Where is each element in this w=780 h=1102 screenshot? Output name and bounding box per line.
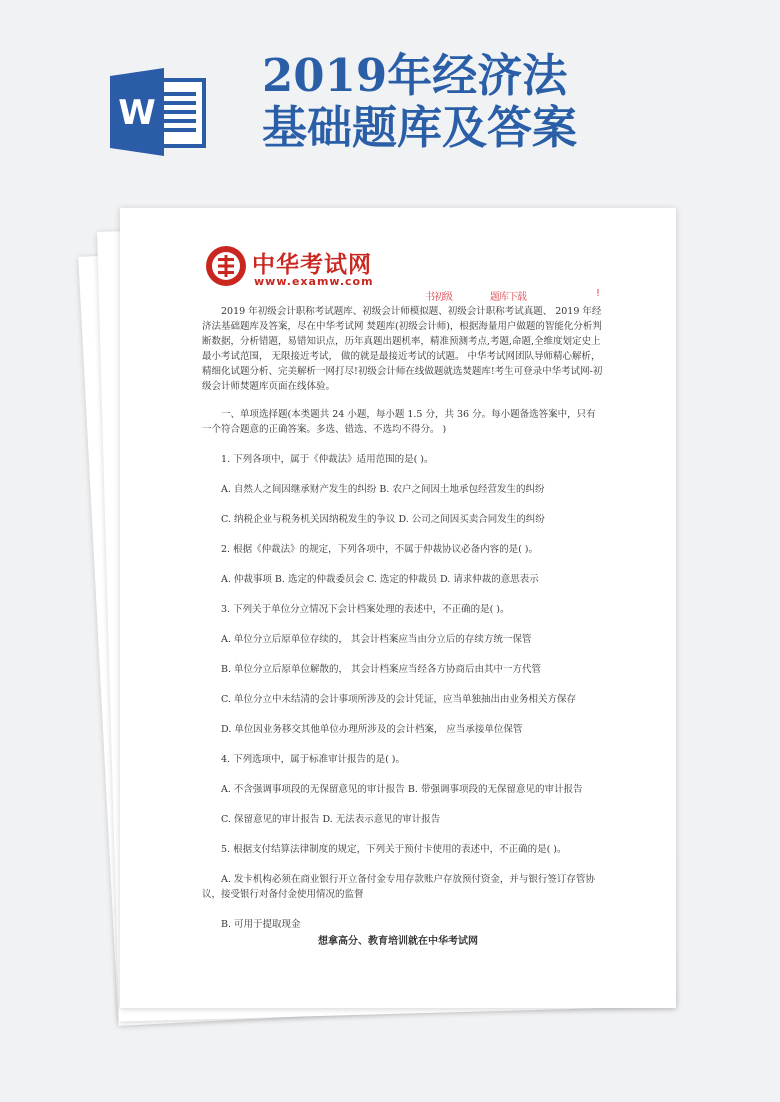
document-body	[202, 304, 604, 932]
question-line: 3. 下列关于单位分立情况下会计档案处理的表述中，不正确的是( )。	[221, 604, 510, 615]
word-letter: W	[118, 93, 156, 133]
question-line: C. 保留意见的审计报告 D. 无法表示意见的审计报告	[221, 814, 441, 825]
examw-logo	[204, 244, 384, 288]
question-line: 2. 根据《仲裁法》的规定，下列各项中，不属于仲裁协议必备内容的是( )。	[221, 544, 539, 555]
logo-emblem-icon	[204, 244, 248, 288]
question-line: B. 可用于提取现金	[221, 919, 301, 930]
word-document-icon	[108, 68, 208, 156]
logo-name: 中华考试网	[252, 252, 372, 278]
question-line: C. 单位分立中未结清的会计事项所涉及的会计凭证，应当单独抽出由业务相关方保存	[221, 694, 576, 705]
question-line: A. 发卡机构必须在商业银行开立备付金专用存款账户存放预付资金，并与银行签订存管协议，接受银行对备付金使用情况的监督	[202, 874, 595, 900]
question-line: C. 纳税企业与税务机关因纳税发生的争议 D. 公司之间因买卖合同发生的纠纷	[221, 514, 545, 525]
question-line: A. 自然人之间因继承财产发生的纠纷 B. 农户之间因土地承包经营发生的纠纷	[221, 484, 545, 495]
document-page	[120, 208, 676, 1008]
logo-url: www.examw.com	[254, 275, 374, 288]
question-line: A. 仲裁事项 B. 选定的仲裁委员会 C. 选定的仲裁员 D. 请求仲裁的意思表示	[221, 574, 539, 585]
question-line: A. 不含强调事项段的无保留意见的审计报告 B. 带强调事项段的无保留意见的审计报告	[221, 784, 583, 795]
section-heading: 一、单项选择题(本类题共 24 小题，每小题 1.5 分，共 36 分。每小题备选答案中，只有一个符合题意的正确答案。多选、错选、不选均不得分。 )	[202, 409, 596, 435]
question-line: D. 单位因业务移交其他单位办理所涉及的会计档案， 应当承接单位保管	[221, 724, 523, 735]
question-line: B. 单位分立后原单位解散的， 其会计档案应当经各方协商后由其中一方代管	[221, 664, 542, 675]
question-line: A. 单位分立后原单位存续的， 其会计档案应当由分立后的存续方统一保管	[221, 634, 532, 645]
question-line: 5. 根据支付结算法律制度的规定，下列关于预付卡使用的表述中，不正确的是( )。	[221, 844, 567, 855]
question-line: 4. 下列选项中，属于标准审计报告的是( )。	[221, 754, 406, 765]
question-line: 1. 下列各项中，属于《仲裁法》适用范围的是( )。	[221, 454, 434, 465]
red-mark-3: !	[596, 288, 600, 299]
page-footer: 想拿高分、教育培训就在中华考试网	[318, 936, 478, 947]
intro-paragraph: 2019 年初级会计职称考试题库、初级会计师模拟题、初级会计职称考试真题、 2019 年经济法基础题库及答案，尽在中华考试网 焚题库(初级会计师)，根据海量用户做题的智能化分析判断数据，分析错题，易错知识点，历年真题出题机率，精准预测考点,考题,命题,全维度划定史上最小考试范围， 无限接近考试， 做的就是最接近考试的试题。 中华考试网团队导师精心解析，精细化试题分析、完美解析一网打尽!初级会计师在线做题就选焚题库!考生可登录中华考试网-初级会计师焚题库页面在线体验。	[202, 306, 603, 392]
title-line-1: 2019年经济法	[262, 49, 568, 102]
page-title	[262, 50, 762, 154]
red-mark-1: 书初级	[425, 292, 452, 303]
title-line-2: 基础题库及答案	[262, 101, 578, 154]
red-mark-2: 题库下载	[490, 292, 526, 303]
